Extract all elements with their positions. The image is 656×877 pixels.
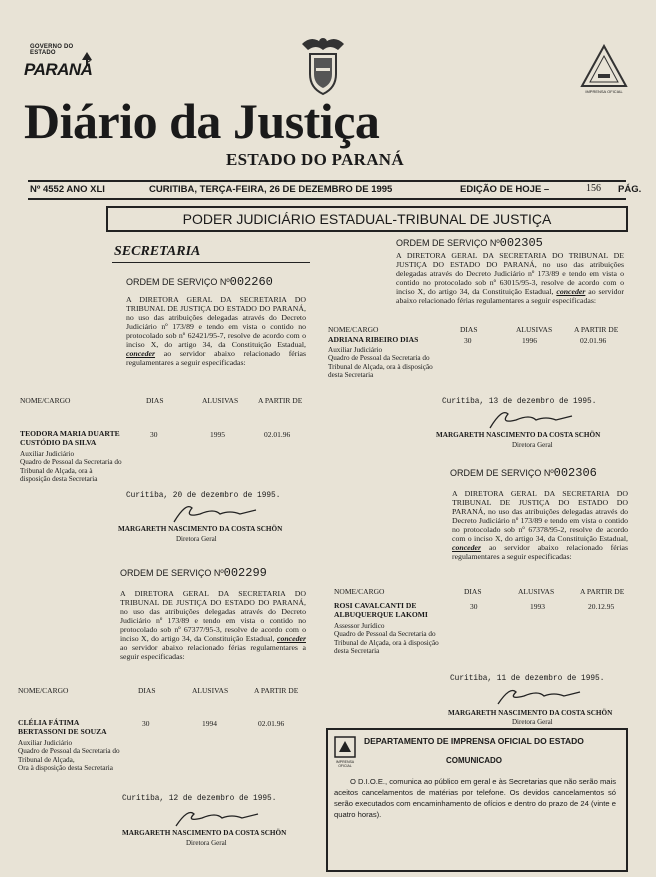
- vacation-days: 30: [142, 719, 150, 728]
- order-label: ORDEM DE SERVIÇO Nº: [396, 238, 500, 248]
- signer-name: MARGARETH NASCIMENTO DA COSTA SCHÖN: [448, 709, 613, 717]
- order-title: [126, 275, 273, 289]
- vacation-days: 30: [464, 336, 472, 345]
- signer-name: MARGARETH NASCIMENTO DA COSTA SCHÖN: [436, 431, 601, 439]
- col-header-ref: ALUSIVAS: [516, 325, 553, 334]
- order-text-lead: A DIRETORA GERAL DA SECRETARIA DO TRIBUNAL DE JUSTIÇA DO ESTADO DO PARANÁ, no uso das atribuições delegadas através do Decreto Judiciário nº 173/89 e tendo em vista o contido no protocolado sob nº 63015/95-3, resolve de acordo com o inciso X, do artigo 34, da Constituição Estadual,: [396, 251, 624, 296]
- newspaper-subtitle: ESTADO DO PARANÁ: [226, 150, 404, 169]
- seal-text: IMPRENSA OFICIAL: [585, 89, 623, 94]
- employee-details: [334, 622, 448, 655]
- order-number: 002260: [229, 275, 273, 289]
- col-header-name: NOME/CARGO: [334, 587, 385, 596]
- order-date: Curitiba, 20 de dezembro de 1995.: [126, 492, 281, 500]
- vacation-days: 30: [470, 602, 478, 611]
- order-text-tail: ao servidor abaixo relacionado férias regulamentares a seguir especificadas:: [452, 542, 628, 561]
- employee-role: Assessor Jurídico: [334, 622, 385, 630]
- col-header-from: A PARTIR DE: [574, 325, 619, 334]
- col-header-from: A PARTIR DE: [254, 686, 299, 695]
- edition-today-label: EDIÇÃO DE HOJE –: [460, 184, 550, 195]
- edition-number: Nº 4552 ANO XLI: [30, 184, 105, 195]
- order-number: 002306: [553, 466, 597, 480]
- government-logo: [24, 44, 94, 86]
- employee-assignment: Quadro de Pessoal da Secretaria do Tribunal de Alçada,: [18, 747, 120, 764]
- reference-year: 1994: [202, 719, 217, 728]
- notice-heading: DEPARTAMENTO DE IMPRENSA OFICIAL DO ESTADO: [364, 736, 584, 746]
- employee-details: [328, 346, 446, 379]
- order-label: ORDEM DE SERVIÇO Nº: [126, 277, 230, 287]
- col-header-days: DIAS: [460, 325, 478, 334]
- vacation-days: 30: [150, 430, 158, 439]
- reference-year: 1993: [530, 602, 545, 611]
- order-text-tail: ao servidor abaixo relacionado férias regulamentares a seguir especificadas:: [126, 348, 307, 367]
- col-header-from: A PARTIR DE: [580, 587, 625, 596]
- col-header-name: NOME/CARGO: [20, 396, 71, 405]
- government-label: GOVERNO DO ESTADO: [30, 44, 74, 56]
- order-date: Curitiba, 11 de dezembro de 1995.: [450, 675, 605, 683]
- newspaper-title: Diário da Justiça: [24, 93, 380, 149]
- order-label: ORDEM DE SERVIÇO Nº: [120, 568, 224, 578]
- signer-name: MARGARETH NASCIMENTO DA COSTA SCHÖN: [118, 525, 283, 533]
- employee-assignment: Quadro de Pessoal da Secretaria do Tribunal de Alçada, ora à disposição desta Secretaria: [20, 458, 122, 483]
- imprensa-oficial-seal: [580, 44, 628, 94]
- secretaria-heading: SECRETARIA: [114, 244, 201, 259]
- order-text-lead: A DIRETORA GERAL DA SECRETARIA DO TRIBUNAL DE JUSTIÇA DO ESTADO DO PARANÁ, no uso das atribuições delegadas através do Decreto Judiciário nº 173/89 e tendo em vista o contido no protocolado sob nº 67377/95-3, resolve de acordo com o inciso X, do artigo 34, da Constituição Estadual,: [120, 589, 306, 643]
- col-header-days: DIAS: [138, 686, 156, 695]
- order-text: [120, 590, 306, 662]
- order-date: Curitiba, 12 de dezembro de 1995.: [122, 795, 277, 803]
- page-count: 156: [586, 183, 601, 194]
- employee-details: [20, 450, 124, 483]
- signer-name: MARGARETH NASCIMENTO DA COSTA SCHÖN: [122, 829, 287, 837]
- secretaria-underline: [112, 262, 310, 263]
- start-date: 20.12.95: [588, 602, 615, 611]
- employee-role: Auxiliar Judiciário: [20, 450, 75, 458]
- order-text-lead: A DIRETORA GERAL DA SECRETARIA DO TRIBUNAL DE JUSTIÇA DO ESTADO DO PARANÁ, no uso das atribuições delegadas através do Decreto Judiciário nº 173/89 e tendo em vista o contido no protocolado sob nº 67378/95-2, resolve de acordo com o inciso X, do artigo 34, da Constituição Estadual,: [452, 489, 628, 543]
- dioe-logo-label: IMPRENSA OFICIAL: [335, 760, 355, 768]
- edition-date: CURITIBA, TERÇA-FEIRA, 26 DE DEZEMBRO DE 1995: [149, 184, 393, 195]
- signer-role: Diretora Geral: [176, 535, 217, 543]
- order-text-lead: A DIRETORA GERAL DA SECRETARIA DO TRIBUNAL DE JUSTIÇA DO ESTADO DO PARANÁ, no uso das atribuições delegadas através do Decreto Judiciário nº 173/89 e tendo em vista o contido no protocolado sob nº 62421/95-7, resolve de acordo com o inciso X, do artigo 34, da Constituição Estadual,: [126, 295, 306, 349]
- start-date: 02.01.96: [580, 336, 607, 345]
- signature-mark: [486, 406, 576, 434]
- employee-name: TEODORA MARIA DUARTE CUSTÓDIO DA SILVA: [20, 429, 120, 447]
- order-number: 002305: [499, 236, 543, 250]
- triangle-seal-icon: [580, 44, 628, 88]
- employee-assignment: Quadro de Pessoal da Secretaria do Tribunal de Alçada, ora à disposição desta Secretaria: [328, 354, 433, 379]
- employee-name: ADRIANA RIBEIRO DIAS: [328, 335, 419, 344]
- employee-role: Auxiliar Judiciário: [328, 346, 383, 354]
- signer-role: Diretora Geral: [512, 441, 553, 449]
- order-text: [126, 296, 306, 368]
- order-title: [450, 466, 597, 480]
- order-keyword: conceder: [126, 348, 156, 358]
- coat-of-arms-icon: [298, 34, 348, 96]
- signer-role: Diretora Geral: [512, 718, 553, 726]
- col-header-name: NOME/CARGO: [18, 686, 69, 695]
- reference-year: 1995: [210, 430, 225, 439]
- employee-details: [18, 739, 122, 772]
- notice-body: O D.I.O.E., comunica ao público em geral e às Secretarias que não serão mais aceitos cancelamentos de matérias por telefone. Os devidos cancelamentos só serão executados com encaminhamento de ofícios e dentro do prazo de 24 (vinte e quatro horas).: [334, 777, 616, 819]
- col-header-ref: ALUSIVAS: [202, 396, 239, 405]
- col-header-ref: ALUSIVAS: [192, 686, 229, 695]
- col-header-name: NOME/CARGO: [328, 325, 379, 334]
- order-title: [396, 236, 543, 250]
- employee-role: Auxiliar Judiciário: [18, 739, 73, 747]
- order-number: 002299: [223, 566, 267, 580]
- order-text-tail: ao servidor abaixo relacionado férias regulamentares a seguir especificadas:: [396, 286, 624, 305]
- col-header-days: DIAS: [464, 587, 482, 596]
- order-text-tail: ao servidor abaixo relacionado férias regulamentares a seguir especificadas:: [120, 642, 306, 661]
- order-date: Curitiba, 13 de dezembro de 1995.: [442, 398, 597, 406]
- employee-name: CLÉLIA FÁTIMA BERTASSONI DE SOUZA: [18, 718, 107, 736]
- order-label: ORDEM DE SERVIÇO Nº: [450, 468, 554, 478]
- government-name: PARANÁ: [24, 60, 93, 79]
- order-keyword: conceder: [556, 286, 586, 296]
- order-title: [120, 566, 267, 580]
- col-header-days: DIAS: [146, 396, 164, 405]
- order-text: [396, 252, 624, 306]
- order-text: [452, 490, 628, 562]
- order-keyword: conceder: [276, 633, 306, 643]
- section-banner: PODER JUDICIÁRIO ESTADUAL-TRIBUNAL DE JUSTIÇA: [106, 206, 628, 232]
- start-date: 02.01.96: [258, 719, 285, 728]
- reference-year: 1996: [522, 336, 537, 345]
- employee-assignment-note: Ora à disposição desta Secretaria: [18, 763, 113, 772]
- signature-mark: [494, 684, 584, 710]
- pages-label: PÁG.: [618, 184, 642, 195]
- edition-bar: [28, 180, 642, 200]
- col-header-ref: ALUSIVAS: [518, 587, 555, 596]
- start-date: 02.01.96: [264, 430, 291, 439]
- signer-role: Diretora Geral: [186, 839, 227, 847]
- signature-mark: [170, 500, 260, 528]
- employee-assignment: Quadro de Pessoal da Secretaria do Tribunal de Alçada, ora à disposição desta Secretaria: [334, 630, 439, 655]
- dioe-logo-icon: [334, 736, 356, 758]
- notice-subheading: COMUNICADO: [446, 756, 502, 765]
- employee-name: ROSI CAVALCANTI DE ALBUQUERQUE LAKOMI: [334, 601, 428, 619]
- col-header-from: A PARTIR DE: [258, 396, 303, 405]
- order-keyword: conceder: [452, 542, 482, 552]
- dioe-notice-box: [326, 728, 628, 872]
